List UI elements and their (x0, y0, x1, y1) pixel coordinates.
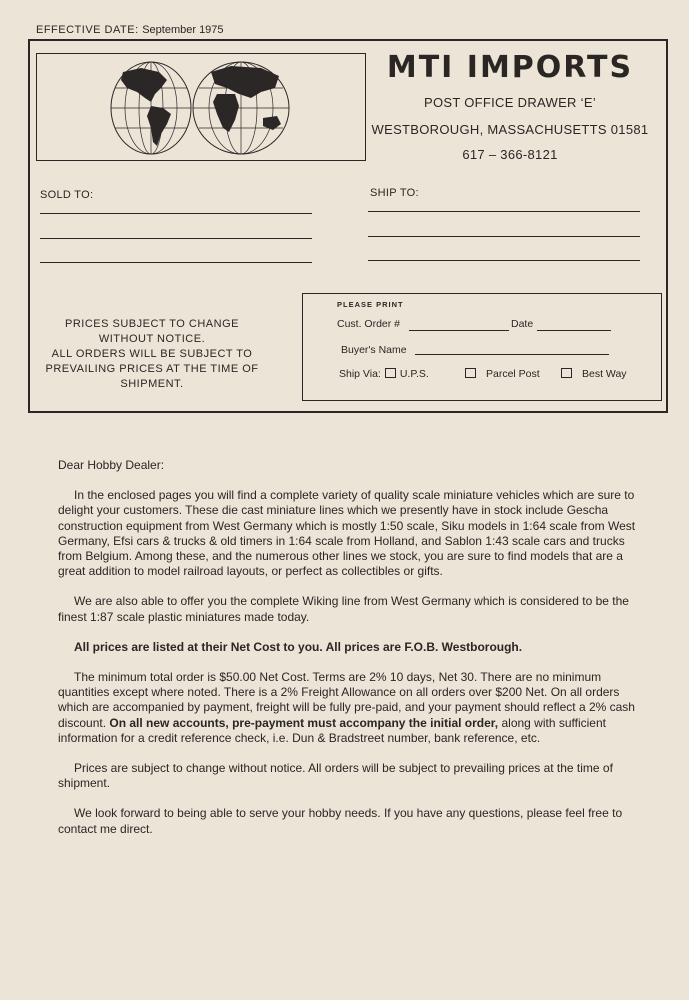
dealer-letter (58, 458, 642, 852)
letter-p4-bold: On all new accounts, pre-payment must accompany the initial order, (109, 715, 499, 730)
parcel-post-checkbox[interactable] (465, 368, 476, 378)
parcel-post-label: Parcel Post (486, 368, 540, 380)
letter-p4-part-1: The minimum total order is $50.00 Net Cost. Terms are 2% 10 days, Net 30. There are no minimum quantities except where noted. There is a 2% Freight Allowance on all orders over $200 Net. On all orders which are accompanied by payment, freight will be fully pre-paid, and your payment should reflect a 2% cash discount. (58, 670, 635, 730)
effective-date (36, 24, 224, 36)
ship-to-line-2[interactable] (368, 236, 640, 237)
ship-to-line-1[interactable] (368, 211, 640, 212)
sold-to-line-1[interactable] (40, 213, 312, 214)
ship-via-label: Ship Via: (339, 368, 381, 380)
cust-order-label: Cust. Order # (337, 318, 401, 330)
sold-to-label: SOLD TO: (40, 189, 94, 201)
best-way-option (557, 368, 627, 380)
letter-paragraph-2: We are also able to offer you the complete Wiking line from West Germany which is considered to be the finest 1:87 scale plastic miniatures made today. (58, 594, 629, 624)
ship-via-row (339, 368, 429, 380)
logo-box (36, 53, 366, 161)
letter-paragraph-1: In the enclosed pages you will find a complete variety of quality scale miniature vehicles which are sure to delight your customers. These die cast miniature lines which we presently have in stock include Gescha construction equipment from West Germany which is mostly 1:50 scale, Siku models in 1:64 scale from West Germany, Efsi cars & trucks & old timers in 1:64 scale from Holland, and Sablon 1:43 scale cars and trucks from Belgium. Among these, and the numerous other lines we stock, you are sure to find models that are a great addition to model railroad layouts, or perfect as collectibles or gifts. (58, 488, 636, 579)
ship-to-label: SHIP TO: (370, 187, 419, 199)
best-way-label: Best Way (582, 368, 627, 380)
cust-order-field[interactable] (409, 330, 509, 331)
please-print-label: PLEASE PRINT (337, 300, 404, 309)
company-address-1: POST OFFICE DRAWER ‘E’ (423, 95, 596, 110)
please-print-box (302, 293, 662, 401)
letter-greeting: Dear Hobby Dealer: (58, 458, 165, 472)
ups-checkbox[interactable] (385, 368, 396, 378)
terms-line-2: ALL ORDERS WILL BE SUBJECT TO PREVAILING PRICES AT THE TIME OF SHIPMENT. (45, 348, 259, 390)
sold-to-line-2[interactable] (40, 238, 312, 239)
terms-line-1: PRICES SUBJECT TO CHANGE WITHOUT NOTICE. (65, 318, 239, 345)
date-field[interactable] (537, 330, 611, 331)
price-terms-notice (36, 317, 268, 392)
western-hemisphere-globe (111, 62, 191, 154)
buyer-name-field[interactable] (415, 354, 609, 355)
letter-paragraph-5: Prices are subject to change without notice. All orders will be subject to prevailing prices at the time of shipment. (58, 761, 613, 791)
world-map-logo (101, 58, 301, 158)
date-label: Date (511, 318, 534, 330)
letter-paragraph-4 (58, 670, 642, 746)
best-way-checkbox[interactable] (561, 368, 572, 378)
letter-paragraph-6: We look forward to being able to serve your hobby needs. If you have any questions, please feel free to contact me direct. (58, 806, 623, 836)
company-info (370, 51, 650, 162)
ups-option-label: U.P.S. (399, 368, 429, 380)
effective-date-label: EFFECTIVE DATE: (36, 24, 139, 36)
ship-to-line-3[interactable] (368, 260, 640, 261)
eastern-hemisphere-globe (193, 62, 289, 154)
effective-date-value: September 1975 (142, 24, 224, 36)
company-address-2: WESTBOROUGH, MASSACHUSETTS 01581 (371, 122, 649, 137)
buyer-name-label: Buyer's Name (341, 344, 407, 356)
letter-p4-part-3: along with sufficient information for a credit reference check, i.e. Dun & Bradstreet number, bank reference, etc. (58, 715, 606, 745)
sold-to-line-3[interactable] (40, 262, 312, 263)
parcel-post-option (461, 368, 540, 380)
letter-paragraph-3: All prices are listed at their Net Cost to you. All prices are F.O.B. Westborough. (74, 639, 523, 654)
order-form (28, 39, 668, 413)
company-name: MTI IMPORTS (386, 50, 634, 85)
company-phone: 617 – 366-8121 (462, 147, 558, 162)
